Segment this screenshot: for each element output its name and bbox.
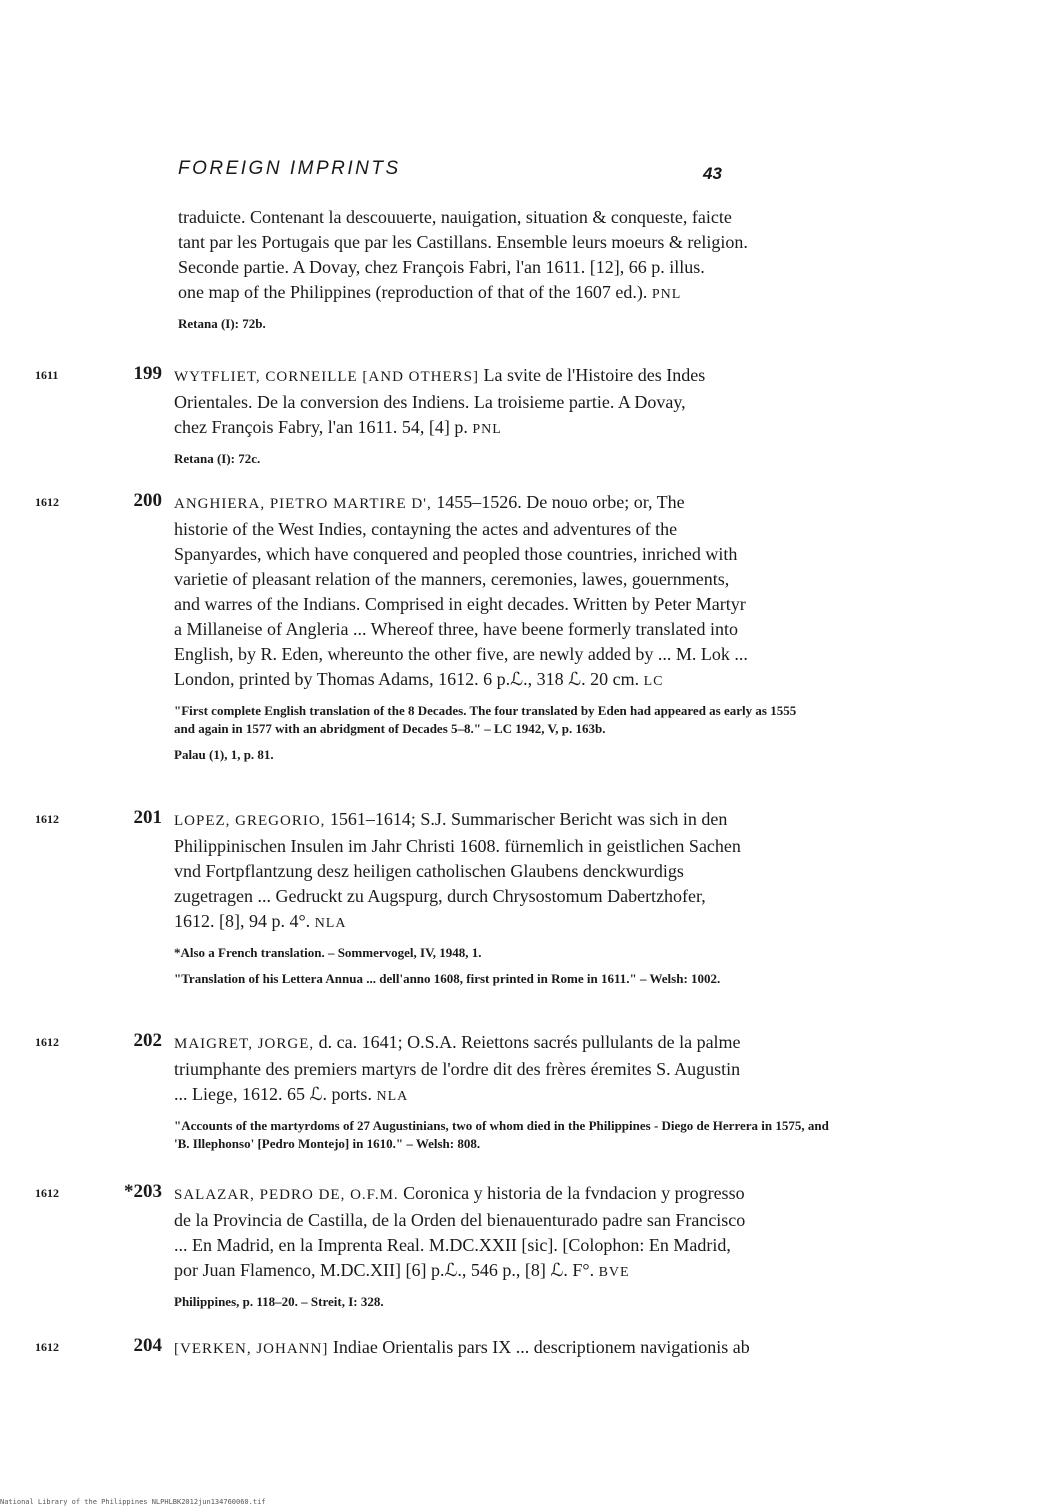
entry-line: Philippinischen Insulen im Jahr Christi 1608. fürnemlich in geistlichen Sachen (174, 836, 741, 856)
running-head: FOREIGN IMPRINTS (178, 158, 401, 179)
entry-line: tant par les Portugais que par les Castillans. Ensemble leurs moeurs & religion. (178, 232, 748, 252)
entry-line: zugetragen ... Gedruckt zu Augspurg, durch Chrysostomum Dabertzhofer, (174, 886, 706, 906)
entry-line: vnd Fortpflantzung desz heiligen catholischen Glaubens denckwurdigs (174, 861, 684, 881)
entry-year: 1612 (35, 812, 59, 826)
entry-number: 200 (133, 490, 162, 511)
entry-author: LOPEZ, GREGORIO, (174, 813, 326, 829)
entry-line: ... Liege, 1612. 65 ℒ. ports. NLA (174, 1084, 409, 1104)
entry-note: "Translation of his Lettera Annua ... dell'anno 1608, first printed in Rome in 1611." – Welsh: 1002. (174, 971, 721, 986)
entry-line: varietie of pleasant relation of the manners, ceremonies, lawes, gouernments, (174, 569, 730, 589)
entry-author: ANGHIERA, PIETRO MARTIRE D', (174, 496, 432, 512)
entry-line: ANGHIERA, PIETRO MARTIRE D', 1455–1526. De nouo orbe; or, The (174, 492, 685, 512)
entry-line: triumphante des premiers martyrs de l'ordre dit des frères éremites S. Augustin (174, 1059, 741, 1079)
scan-footer: National Library of the Philippines NLPHLBK2012jun134760060.tif (0, 1498, 266, 1506)
entry-number: 202 (133, 1030, 162, 1051)
entry-author: MAIGRET, JORGE, (174, 1036, 315, 1052)
entry-line: de la Provincia de Castilla, de la Orden del bienauenturado padre san Francisco (174, 1210, 746, 1230)
entry-number: 199 (133, 363, 162, 384)
holding-location: BVE (598, 1265, 630, 1280)
holding-location: PNL (651, 287, 682, 302)
entry-year: 1612 (35, 1340, 59, 1354)
entry-year: 1612 (35, 1035, 59, 1049)
entry-note: Retana (I): 72c. (174, 451, 261, 466)
entry-note: *Also a French translation. – Sommervogel, IV, 1948, 1. (174, 945, 482, 960)
entry-number: 204 (133, 1335, 162, 1356)
entry-line: historie of the West Indies, contayning the actes and adventures of the (174, 519, 678, 539)
entry-line: English, by R. Eden, whereunto the other five, are newly added by ... M. Lok ... (174, 644, 748, 664)
entry-year: 1611 (35, 368, 59, 382)
page-header (178, 150, 1064, 190)
entry-note: Palau (1), 1, p. 81. (174, 747, 274, 762)
entry-line: MAIGRET, JORGE, d. ca. 1641; O.S.A. Reiettons sacrés pullulants de la palme (174, 1032, 741, 1052)
entry-line: and warres of the Indians. Comprised in eight decades. Written by Peter Martyr (174, 594, 746, 614)
entry-line: SALAZAR, PEDRO DE, O.F.M. Coronica y historia de la fvndacion y progresso (174, 1183, 745, 1203)
entry-line: 1612. [8], 94 p. 4°. NLA (174, 911, 347, 931)
holding-location: NLA (376, 1089, 409, 1104)
entry-number: 201 (133, 807, 162, 828)
entry-line: WYTFLIET, CORNEILLE [AND OTHERS] La svite de l'Histoire des Indes (174, 365, 706, 385)
entry-line: Seconde partie. A Dovay, chez François Fabri, l'an 1611. [12], 66 p. illus. (178, 257, 705, 277)
entry-line: [VERKEN, JOHANN] Indiae Orientalis pars IX ... descriptionem navigationis ab (174, 1337, 750, 1357)
holding-location: LC (643, 674, 664, 689)
entry-year: 1612 (35, 1186, 59, 1200)
entry-line: London, printed by Thomas Adams, 1612. 6 p.ℒ., 318 ℒ. 20 cm. LC (174, 669, 664, 689)
entry-author: [VERKEN, JOHANN] (174, 1341, 329, 1357)
entry-note: Retana (I): 72b. (178, 316, 266, 331)
entry-line: Spanyardes, which have conquered and peopled those countries, inriched with (174, 544, 738, 564)
entry-line: ... En Madrid, en la Imprenta Real. M.DC.XXII [sic]. [Colophon: En Madrid, (174, 1235, 731, 1255)
entry-author: WYTFLIET, CORNEILLE [AND OTHERS] (174, 369, 480, 385)
entry-author: SALAZAR, PEDRO DE, O.F.M. (174, 1187, 399, 1203)
entry-line: LOPEZ, GREGORIO, 1561–1614; S.J. Summarischer Bericht was sich in den (174, 809, 728, 829)
page-number: 43 (703, 164, 722, 183)
entry-note: "First complete English translation of the 8 Decades. The four translated by Eden had appeared as early as 1555 and again in 1577 with an abridgment of Decades 5–8." – LC 1942, V, p. 163b. (174, 703, 797, 736)
holding-location: PNL (472, 422, 502, 437)
entry-note: Philippines, p. 118–20. – Streit, I: 328. (174, 1294, 384, 1309)
entry-line: traduicte. Contenant la descouuerte, nauigation, situation & conqueste, faicte (178, 207, 732, 227)
entry-line: chez François Fabry, l'an 1611. 54, [4] p. PNL (174, 417, 502, 437)
entry-line: one map of the Philippines (reproduction of that of the 1607 ed.). PNL (178, 282, 682, 302)
entry-line: por Juan Flamenco, M.DC.XII] [6] p.ℒ., 546 p., [8] ℒ. F°. BVE (174, 1260, 630, 1280)
entry-line: Orientales. De la conversion des Indiens. La troisieme partie. A Dovay, (174, 392, 686, 412)
entry-line: a Millaneise of Angleria ... Whereof three, have beene formerly translated into (174, 619, 738, 639)
entry-year: 1612 (35, 495, 59, 509)
entry-number: *203 (124, 1181, 162, 1202)
entry-note: "Accounts of the martyrdoms of 27 Augustinians, two of whom died in the Philippines - Diego de Herrera in 1575, and 'B. Illephonso' [Pedro Montejo] in 1610." – Welsh: 808. (174, 1118, 829, 1151)
holding-location: NLA (314, 916, 347, 931)
